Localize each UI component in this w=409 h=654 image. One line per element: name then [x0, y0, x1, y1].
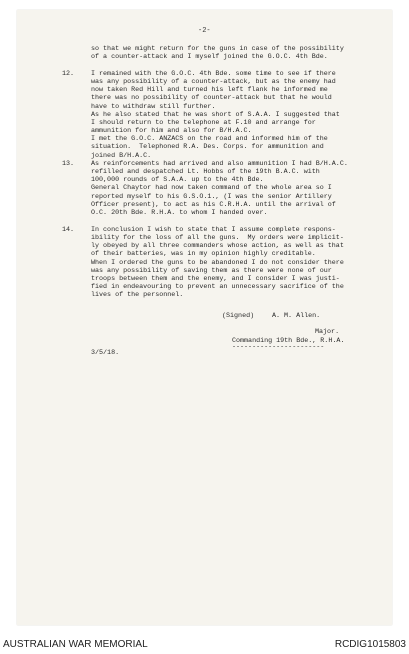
typed-line: reported myself to his G.S.O.1., (I was the senior Artillery [91, 192, 332, 201]
typed-line: Officer present), to act as his C.R.H.A. until the arrival of [91, 200, 336, 209]
paragraph-14 [91, 226, 344, 299]
underline-rule: ----------------------- [232, 343, 325, 351]
typed-line: have to withdraw still further. [91, 102, 216, 111]
typed-line: was any possibility of saving them as there were none of our [91, 266, 332, 275]
typed-line: I should return to the telephone at F.10 and arrange for [91, 118, 316, 127]
signed-label: (Signed) [222, 312, 255, 320]
typed-line: of a counter-attack and I myself joined the G.O.C. 4th Bde. [91, 53, 328, 62]
typed-line: fied in endeavouring to prevent an unnecessary sacrifice of the [91, 283, 344, 292]
typed-line: ly obeyed by all three commanders whose action, as well as that [91, 242, 344, 251]
paragraph-number-12: 12. [62, 70, 75, 78]
footer-institution: AUSTRALIAN WAR MEMORIAL [3, 639, 148, 650]
typed-line: As he also stated that he was short of S.A.A. I suggested that [91, 110, 340, 119]
typed-line: of their batteries, was in my opinion highly creditable. [91, 250, 316, 259]
paragraph-11-continuation [91, 45, 344, 61]
typed-line: In conclusion I wish to state that I assume complete respons- [91, 226, 336, 234]
paragraph-number-14: 14. [62, 226, 75, 234]
typed-line: there was no possibility of counter-attack but that he would [91, 94, 332, 103]
typed-line: ammunition for him and also for B/H.A.C. [91, 127, 252, 136]
typed-line: I met the G.O.C. ANZACS on the road and informed him of the [91, 135, 328, 144]
typed-line: When I ordered the guns to be abandoned I do not consider there [91, 258, 344, 267]
typed-line: now taken Red Hill and turned his left flank he informed me [91, 86, 328, 95]
typed-line: refilled and despatched Lt. Hobbs of the 19th B.A.C. with [91, 168, 320, 177]
page-number: -2- [198, 27, 211, 35]
paragraph-number-13: 13. [62, 160, 75, 168]
signature-name: A. M. Allen. [272, 312, 321, 320]
signatory-command: Commanding 19th Bde., R.H.A. [232, 337, 345, 345]
paragraph-13 [91, 160, 348, 217]
signatory-rank: Major. [315, 328, 340, 336]
typed-line: As reinforcements had arrived and also ammunition I had B/H.A.C. [91, 160, 348, 168]
typed-line: I remained with the G.O.C. 4th Bde. some time to see if there [91, 70, 336, 78]
typed-line: situation. Telephoned R.A. Des. Corps. for ammunition and [91, 143, 324, 152]
typed-line: troops between them and the enemy, and I consider I was justi- [91, 274, 340, 283]
typed-line: ibility for the loss of all the guns. My orders were implicit- [91, 234, 344, 243]
typed-line: so that we might return for the guns in case of the possibility [91, 45, 344, 53]
typed-line: General Chaytor had now taken command of the whole area so I [91, 184, 332, 193]
typed-line: lives of the personnel. [91, 291, 184, 300]
typed-line: O.C. 20th Bde. R.H.A. to whom I handed over. [91, 208, 268, 217]
archive-footer [0, 631, 409, 654]
typed-line: joined B/H.A.C. [91, 151, 152, 160]
footer-record-id: RCDIG1015803 [334, 639, 406, 650]
document-date: 3/5/18. [91, 349, 120, 357]
paragraph-12 [91, 70, 340, 160]
typed-line: was any possibility of a counter-attack, but as the enemy had [91, 78, 336, 87]
typed-line: 100,000 rounds of S.A.A. up to the 4th Bde. [91, 176, 264, 185]
